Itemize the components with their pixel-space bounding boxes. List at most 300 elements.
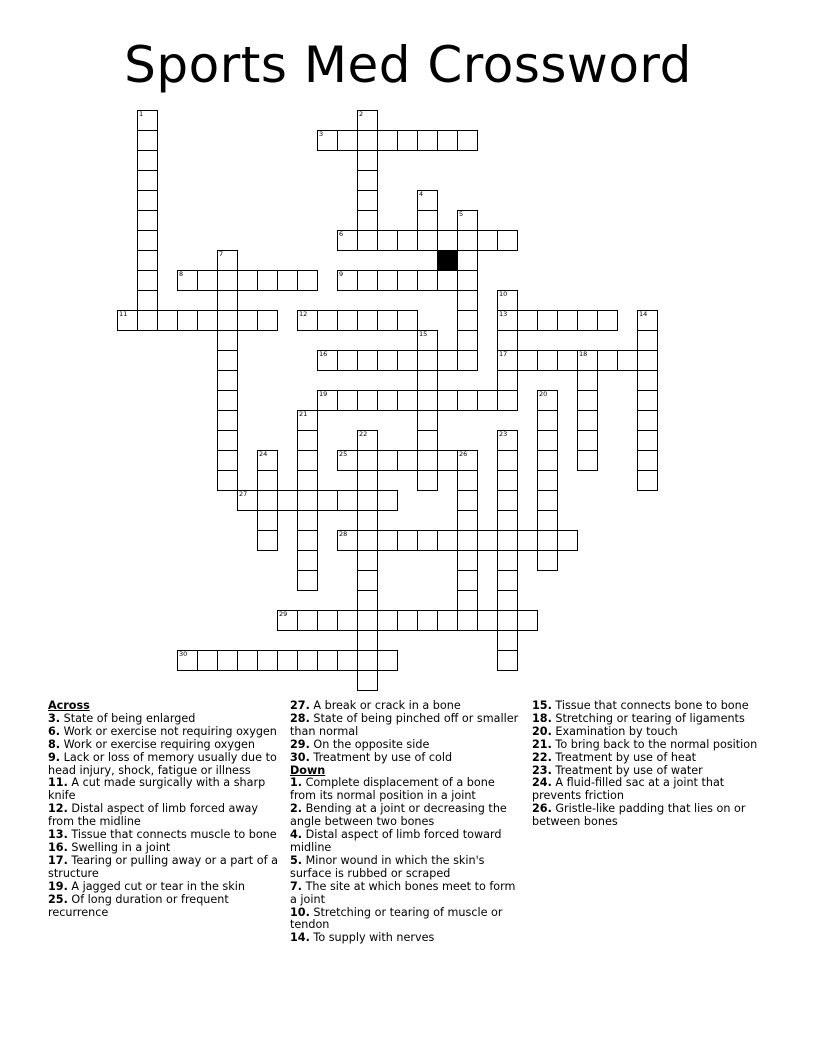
grid-cell[interactable]: [137, 250, 158, 271]
grid-cell[interactable]: [217, 410, 238, 431]
clue-item: [290, 829, 520, 855]
grid-cell[interactable]: [457, 530, 478, 551]
grid-cell[interactable]: [337, 130, 358, 151]
clue-item-number: 11.: [48, 776, 68, 790]
grid-cell[interactable]: [417, 350, 438, 371]
clue-item-text: A jagged cut or tear in the skin: [67, 879, 245, 893]
grid-cell[interactable]: [437, 130, 458, 151]
grid-cell[interactable]: [257, 530, 278, 551]
grid-cell[interactable]: [357, 470, 378, 491]
grid-cell[interactable]: [337, 350, 358, 371]
grid-cell[interactable]: [377, 310, 398, 331]
grid-cell[interactable]: [457, 550, 478, 571]
grid-cell[interactable]: [397, 270, 418, 291]
clue-number: 2: [359, 110, 364, 118]
clue-item-number: 15.: [532, 699, 552, 712]
grid-cell[interactable]: [497, 430, 518, 451]
grid-cell[interactable]: [437, 230, 458, 251]
grid-cell[interactable]: [297, 470, 318, 491]
clue-item-text: Lack or loss of memory usually due to head injury, shock, fatigue or illness: [48, 750, 277, 777]
clue-item-number: 18.: [532, 711, 552, 725]
grid-cell[interactable]: [297, 410, 318, 431]
grid-cell[interactable]: [337, 270, 358, 291]
grid-cell[interactable]: [357, 210, 378, 231]
grid-cell[interactable]: [217, 430, 238, 451]
grid-cell[interactable]: [457, 570, 478, 591]
grid-cell[interactable]: [137, 290, 158, 311]
grid-cell[interactable]: [417, 270, 438, 291]
clue-item-text: Distal aspect of limb forced toward midline: [290, 828, 502, 854]
grid-cell[interactable]: [497, 470, 518, 491]
grid-cell[interactable]: [217, 390, 238, 411]
grid-cell[interactable]: [537, 350, 558, 371]
grid-cell[interactable]: [137, 190, 158, 211]
grid-cell[interactable]: [417, 610, 438, 631]
grid-cell[interactable]: [577, 350, 598, 371]
grid-cell[interactable]: [457, 490, 478, 511]
clue-number: 18: [579, 350, 588, 358]
grid-cell[interactable]: [297, 510, 318, 531]
grid-cell[interactable]: [417, 230, 438, 251]
grid-cell[interactable]: [257, 510, 278, 531]
grid-cell[interactable]: [317, 390, 338, 411]
grid-cell[interactable]: [417, 450, 438, 471]
grid-cell[interactable]: [537, 310, 558, 331]
clue-item-text: Treatment by use of water: [551, 763, 703, 777]
grid-cell[interactable]: [457, 270, 478, 291]
grid-cell[interactable]: [377, 390, 398, 411]
grid-cell[interactable]: [497, 330, 518, 351]
clue-number: 23: [499, 430, 508, 438]
grid-cell[interactable]: [357, 510, 378, 531]
grid-cell[interactable]: [577, 390, 598, 411]
grid-cell[interactable]: [137, 230, 158, 251]
clue-item-number: 10.: [290, 905, 310, 919]
grid-cell[interactable]: [217, 450, 238, 471]
across-clue-list: [48, 713, 278, 920]
grid-cell[interactable]: [297, 430, 318, 451]
clue-item: [532, 803, 762, 829]
clue-item: [532, 777, 762, 803]
grid-cell[interactable]: [237, 650, 258, 671]
grid-cell[interactable]: [217, 330, 238, 351]
grid-cell[interactable]: [477, 610, 498, 631]
grid-cell[interactable]: [577, 430, 598, 451]
grid-cell[interactable]: [377, 490, 398, 511]
clue-item-text: State of being pinched off or smaller than normal: [290, 711, 519, 738]
grid-cell[interactable]: [257, 310, 278, 331]
clue-item-text: A cut made surgically with a sharp knife: [48, 776, 266, 803]
grid-cell[interactable]: [217, 650, 238, 671]
clue-item-text: Work or exercise not requiring oxygen: [60, 724, 277, 738]
grid-cell[interactable]: [217, 350, 238, 371]
grid-cell[interactable]: [297, 270, 318, 291]
clue-column-3: [532, 700, 762, 829]
clue-item-number: 26.: [532, 802, 552, 816]
across-clue-list-continued: [290, 700, 520, 765]
grid-cell[interactable]: [437, 350, 458, 371]
grid-cell[interactable]: [397, 390, 418, 411]
grid-cell[interactable]: [297, 610, 318, 631]
grid-cell[interactable]: [317, 130, 338, 151]
clue-item-number: 7.: [290, 879, 303, 893]
clue-item-number: 28.: [290, 711, 310, 725]
grid-cell[interactable]: [137, 150, 158, 171]
grid-cell[interactable]: [537, 550, 558, 571]
grid-cell[interactable]: [297, 530, 318, 551]
grid-cell[interactable]: [397, 350, 418, 371]
grid-cell[interactable]: [177, 270, 198, 291]
grid-cell[interactable]: [317, 350, 338, 371]
clue-number: 3: [319, 130, 324, 138]
grid-cell[interactable]: [357, 130, 378, 151]
grid-cell[interactable]: [437, 530, 458, 551]
grid-cell[interactable]: [177, 650, 198, 671]
grid-cell[interactable]: [377, 610, 398, 631]
grid-cell[interactable]: [357, 530, 378, 551]
clue-item-text: A fluid-filled sac at a joint that prevents friction: [532, 776, 725, 803]
grid-cell[interactable]: [417, 430, 438, 451]
grid-cell[interactable]: [497, 590, 518, 611]
clue-item-number: 2.: [290, 802, 303, 816]
clue-item-text: Stretching or tearing of ligaments: [551, 711, 745, 725]
grid-cell[interactable]: [537, 450, 558, 471]
grid-cell[interactable]: [397, 130, 418, 151]
grid-cell[interactable]: [537, 490, 558, 511]
grid-cell[interactable]: [497, 570, 518, 591]
clue-item-text: Distal aspect of limb forced away from the midline: [48, 802, 259, 829]
grid-cell[interactable]: [537, 530, 558, 551]
grid-cell[interactable]: [137, 310, 158, 331]
grid-cell[interactable]: [237, 490, 258, 511]
grid-cell[interactable]: [557, 350, 578, 371]
clue-item: [290, 881, 520, 907]
clue-item: [290, 855, 520, 881]
grid-cell[interactable]: [417, 130, 438, 151]
grid-cell[interactable]: [397, 230, 418, 251]
grid-cell[interactable]: [497, 550, 518, 571]
clue-item-text: Stretching or tearing of muscle or tendon: [290, 905, 503, 932]
grid-cell[interactable]: [217, 310, 238, 331]
grid-cell[interactable]: [457, 290, 478, 311]
grid-cell[interactable]: [337, 230, 358, 251]
clue-number: 28: [339, 530, 348, 538]
grid-cell[interactable]: [377, 350, 398, 371]
clue-item: [48, 752, 278, 778]
grid-cell[interactable]: [437, 270, 458, 291]
grid-cell[interactable]: [357, 390, 378, 411]
grid-cell[interactable]: [577, 450, 598, 471]
clue-number: 30: [179, 650, 188, 658]
grid-cell[interactable]: [257, 270, 278, 291]
grid-cell[interactable]: [497, 230, 518, 251]
grid-cell[interactable]: [457, 230, 478, 251]
clue-number: 5: [459, 210, 464, 218]
grid-cell[interactable]: [457, 610, 478, 631]
grid-cell[interactable]: [217, 270, 238, 291]
grid-cell[interactable]: [417, 530, 438, 551]
grid-cell[interactable]: [457, 310, 478, 331]
clue-number: 22: [359, 430, 368, 438]
grid-cell[interactable]: [497, 390, 518, 411]
grid-cell[interactable]: [257, 650, 278, 671]
grid-cell[interactable]: [577, 410, 598, 431]
grid-cell[interactable]: [637, 330, 658, 351]
grid-cell[interactable]: [497, 630, 518, 651]
grid-cell[interactable]: [497, 610, 518, 631]
grid-cell[interactable]: [357, 270, 378, 291]
clue-number: 13: [499, 310, 508, 318]
clue-item-text: To bring back to the normal position: [551, 737, 758, 751]
clue-item-text: Treatment by use of heat: [551, 750, 697, 764]
grid-cell[interactable]: [417, 390, 438, 411]
clue-number: 14: [639, 310, 648, 318]
grid-cell[interactable]: [637, 310, 658, 331]
grid-cell[interactable]: [337, 530, 358, 551]
grid-cell[interactable]: [637, 390, 658, 411]
grid-cell[interactable]: [197, 310, 218, 331]
grid-cell[interactable]: [497, 650, 518, 671]
grid-cell[interactable]: [497, 490, 518, 511]
grid-cell[interactable]: [257, 470, 278, 491]
clue-number: 29: [279, 610, 288, 618]
clue-item-text: State of being enlarged: [60, 711, 196, 725]
grid-cell[interactable]: [517, 610, 538, 631]
grid-cell[interactable]: [517, 310, 538, 331]
grid-cell[interactable]: [357, 650, 378, 671]
grid-cell[interactable]: [457, 350, 478, 371]
clue-number: 16: [319, 350, 328, 358]
clue-item-number: 16.: [48, 840, 68, 854]
grid-cell[interactable]: [637, 430, 658, 451]
grid-cell[interactable]: [357, 150, 378, 171]
grid-cell[interactable]: [457, 210, 478, 231]
grid-cell[interactable]: [457, 470, 478, 491]
grid-cell[interactable]: [137, 130, 158, 151]
grid-cell[interactable]: [257, 490, 278, 511]
grid-cell[interactable]: [377, 530, 398, 551]
clue-item-text: Treatment by use of cold: [309, 750, 453, 764]
grid-cell[interactable]: [337, 390, 358, 411]
grid-cell[interactable]: [497, 530, 518, 551]
clue-item-text: Gristle-like padding that lies on or between bones: [532, 802, 746, 829]
clue-item: [48, 894, 278, 920]
grid-cell[interactable]: [557, 530, 578, 551]
grid-cell[interactable]: [637, 410, 658, 431]
clue-item-text: Bending at a joint or decreasing the angle between two bones: [290, 802, 507, 829]
grid-cell[interactable]: [317, 650, 338, 671]
grid-cell[interactable]: [357, 110, 378, 131]
grid-cell[interactable]: [457, 510, 478, 531]
grid-cell[interactable]: [137, 270, 158, 291]
grid-cell[interactable]: [357, 590, 378, 611]
grid-cell[interactable]: [417, 370, 438, 391]
grid-cell[interactable]: [317, 310, 338, 331]
grid-cell[interactable]: [537, 510, 558, 531]
grid-cell[interactable]: [417, 330, 438, 351]
grid-cell[interactable]: [577, 310, 598, 331]
grid-cell[interactable]: [377, 270, 398, 291]
page-title: Sports Med Crossword: [124, 36, 692, 94]
grid-cell[interactable]: [497, 450, 518, 471]
grid-cell[interactable]: [517, 530, 538, 551]
grid-cell[interactable]: [277, 270, 298, 291]
grid-cell[interactable]: [257, 450, 278, 471]
grid-cell[interactable]: [597, 350, 618, 371]
grid-cell[interactable]: [377, 230, 398, 251]
grid-cell[interactable]: [497, 510, 518, 531]
grid-cell[interactable]: [277, 650, 298, 671]
grid-cell[interactable]: [537, 390, 558, 411]
grid-cell[interactable]: [517, 350, 538, 371]
grid-cell[interactable]: [277, 610, 298, 631]
grid-cell[interactable]: [357, 190, 378, 211]
clue-item-text: Of long duration or frequent recurrence: [48, 892, 229, 919]
grid-cell[interactable]: [137, 110, 158, 131]
grid-cell[interactable]: [217, 470, 238, 491]
grid-cell[interactable]: [497, 310, 518, 331]
clue-item: [290, 752, 520, 765]
grid-cell[interactable]: [137, 170, 158, 191]
grid-cell[interactable]: [357, 450, 378, 471]
grid-cell[interactable]: [357, 170, 378, 191]
grid-cell[interactable]: [457, 130, 478, 151]
clue-number: 21: [299, 410, 308, 418]
grid-cell[interactable]: [357, 630, 378, 651]
clue-item-number: 23.: [532, 763, 552, 777]
grid-cell[interactable]: [337, 610, 358, 631]
clue-item: [290, 803, 520, 829]
grid-cell[interactable]: [317, 610, 338, 631]
clue-item-text: Tearing or pulling away or a part of a structure: [48, 853, 278, 880]
grid-cell[interactable]: [457, 450, 478, 471]
grid-cell[interactable]: [297, 570, 318, 591]
grid-cell[interactable]: [597, 310, 618, 331]
grid-cell[interactable]: [217, 290, 238, 311]
grid-cell[interactable]: [197, 650, 218, 671]
clue-item: [48, 855, 278, 881]
clue-number: 4: [419, 190, 424, 198]
clue-number: 26: [459, 450, 468, 458]
clue-item-text: Swelling in a joint: [67, 840, 171, 854]
grid-cell[interactable]: [537, 470, 558, 491]
grid-cell[interactable]: [637, 470, 658, 491]
clue-number: 25: [339, 450, 348, 458]
grid-cell[interactable]: [477, 390, 498, 411]
grid-cell[interactable]: [297, 490, 318, 511]
down-heading: Down: [290, 763, 326, 777]
grid-cell[interactable]: [337, 650, 358, 671]
grid-cell[interactable]: [417, 210, 438, 231]
grid-cell[interactable]: [537, 430, 558, 451]
grid-cell[interactable]: [377, 650, 398, 671]
grid-cell[interactable]: [337, 310, 358, 331]
grid-cell[interactable]: [277, 490, 298, 511]
clue-column-1: [48, 700, 278, 919]
grid-cell[interactable]: [177, 310, 198, 331]
grid-cell[interactable]: [397, 310, 418, 331]
grid-cell[interactable]: [497, 350, 518, 371]
grid-cell[interactable]: [417, 190, 438, 211]
grid-cell[interactable]: [457, 250, 478, 271]
grid-cell[interactable]: [637, 350, 658, 371]
grid-cell[interactable]: [217, 250, 238, 271]
grid-cell[interactable]: [357, 430, 378, 451]
grid-cell[interactable]: [637, 450, 658, 471]
clue-number: 17: [499, 350, 508, 358]
grid-cell[interactable]: [157, 310, 178, 331]
grid-cell[interactable]: [557, 310, 578, 331]
grid-cell[interactable]: [217, 370, 238, 391]
clue-item-text: Complete displacement of a bone from its normal position in a joint: [290, 776, 495, 803]
grid-cell[interactable]: [297, 550, 318, 571]
grid-cell[interactable]: [537, 410, 558, 431]
grid-cell[interactable]: [637, 370, 658, 391]
clue-item-text: A break or crack in a bone: [309, 699, 461, 712]
grid-cell[interactable]: [357, 310, 378, 331]
clue-item-number: 14.: [290, 931, 310, 945]
grid-cell[interactable]: [437, 610, 458, 631]
grid-cell[interactable]: [457, 390, 478, 411]
grid-cell[interactable]: [197, 270, 218, 291]
grid-cell[interactable]: [357, 570, 378, 591]
grid-cell[interactable]: [357, 350, 378, 371]
grid-cell[interactable]: [377, 130, 398, 151]
grid-cell[interactable]: [397, 450, 418, 471]
grid-cell[interactable]: [617, 350, 638, 371]
grid-cell[interactable]: [437, 450, 458, 471]
clue-item-number: 17.: [48, 853, 68, 867]
clue-number: 19: [319, 390, 328, 398]
grid-cell[interactable]: [317, 490, 338, 511]
clue-item-number: 24.: [532, 776, 552, 790]
grid-cell[interactable]: [377, 450, 398, 471]
grid-cell[interactable]: [417, 410, 438, 431]
grid-cell[interactable]: [457, 590, 478, 611]
grid-cell[interactable]: [477, 230, 498, 251]
grid-cell[interactable]: [117, 310, 138, 331]
grid-cell[interactable]: [417, 470, 438, 491]
grid-cell[interactable]: [357, 490, 378, 511]
grid-cell[interactable]: [397, 530, 418, 551]
grid-cell[interactable]: [137, 210, 158, 231]
clue-number: 12: [299, 310, 308, 318]
grid-cell[interactable]: [297, 450, 318, 471]
clue-item: [290, 777, 520, 803]
grid-cell[interactable]: [397, 610, 418, 631]
grid-cell[interactable]: [457, 330, 478, 351]
grid-cell[interactable]: [297, 650, 318, 671]
grid-cell[interactable]: [237, 310, 258, 331]
grid-cell[interactable]: [477, 530, 498, 551]
grid-cell[interactable]: [357, 230, 378, 251]
across-heading: Across: [48, 699, 90, 712]
clue-number: 24: [259, 450, 268, 458]
clue-item-text: On the opposite side: [309, 737, 430, 751]
grid-cell[interactable]: [297, 310, 318, 331]
grid-cell[interactable]: [337, 490, 358, 511]
grid-cell[interactable]: [237, 270, 258, 291]
grid-cell[interactable]: [357, 610, 378, 631]
grid-cell[interactable]: [337, 450, 358, 471]
grid-cell[interactable]: [437, 390, 458, 411]
grid-cell[interactable]: [357, 550, 378, 571]
grid-cell[interactable]: [357, 670, 378, 691]
grid-cell[interactable]: [497, 370, 518, 391]
clue-number: 10: [499, 290, 508, 298]
grid-cell[interactable]: [577, 370, 598, 391]
grid-cell[interactable]: [497, 290, 518, 311]
